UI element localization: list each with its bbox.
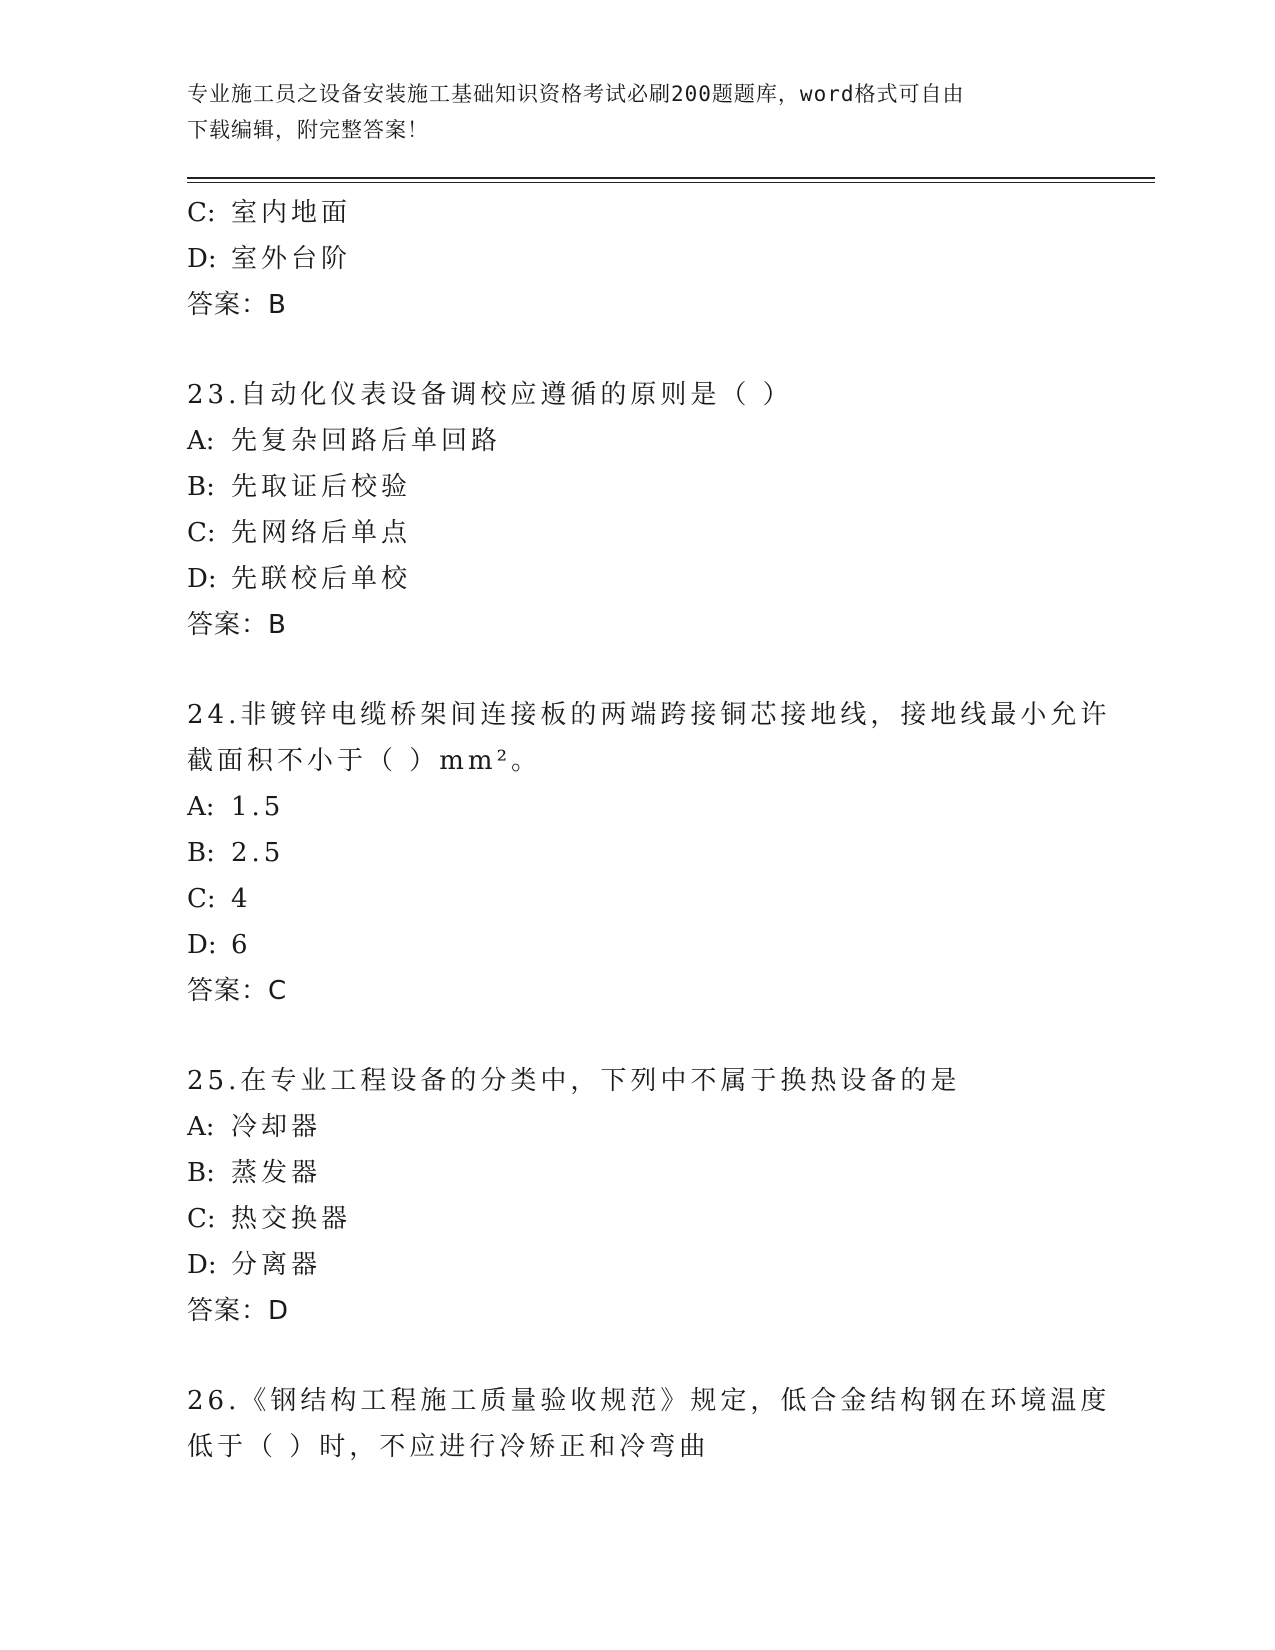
question-stem-line-1: 《钢结构工程施工质量验收规范》规定，低合金结构钢在环境温度 (240, 1386, 1111, 1416)
question-text (187, 372, 1087, 418)
question-text (187, 692, 1111, 738)
option-text: 先复杂回路后单回路 (231, 426, 502, 456)
header-divider-thin (187, 182, 1155, 183)
question-number: 26. (187, 1386, 241, 1416)
answer-line: 答案：C (187, 976, 288, 1006)
question-26 (187, 1378, 1111, 1470)
option-text: 4 (231, 884, 252, 914)
option-text: 先取证后校验 (231, 472, 412, 502)
question-number: 23. (187, 380, 241, 410)
option-text: 冷却器 (231, 1112, 322, 1142)
question-number: 25. (187, 1066, 241, 1096)
header-line-2: 下载编辑，附完整答案！ (187, 118, 429, 142)
question-text (187, 1058, 1087, 1104)
question-list (187, 190, 1111, 1470)
option-label: D: (187, 244, 217, 274)
option-text: 热交换器 (231, 1204, 352, 1234)
option-label: A: (187, 426, 215, 456)
option-label: C: (187, 1204, 216, 1234)
question-number: 24. (187, 700, 241, 730)
question-text (187, 1378, 1111, 1424)
option-text: 1.5 (231, 792, 285, 822)
option-label: C: (187, 198, 216, 228)
option-a (187, 1104, 1087, 1150)
question-23 (187, 372, 1087, 648)
option-c (187, 1196, 1087, 1242)
option-text: 6 (231, 930, 252, 960)
answer-line: 答案：B (187, 290, 287, 320)
document-header (187, 76, 1067, 148)
option-d (187, 556, 1087, 602)
question-fragment (187, 190, 1087, 328)
option-label: D: (187, 1250, 217, 1280)
option-text: 蒸发器 (231, 1158, 322, 1188)
question-stem-line-2: 低于（ ）时，不应进行冷矫正和冷弯曲 (187, 1432, 710, 1462)
option-text: 2.5 (231, 838, 285, 868)
option-text: 室内地面 (231, 198, 352, 228)
option-a (187, 784, 1087, 830)
header-divider-thick (187, 177, 1155, 179)
option-text: 室外台阶 (231, 244, 352, 274)
option-label: C: (187, 518, 216, 548)
question-stem-line-1: 非镀锌电缆桥架间连接板的两端跨接铜芯接地线，接地线最小允许 (240, 700, 1111, 730)
question-stem: 在专业工程设备的分类中，下列中不属于换热设备的是 (240, 1066, 961, 1096)
option-text: 分离器 (231, 1250, 322, 1280)
option-b (187, 830, 1087, 876)
option-c (187, 510, 1087, 556)
option-label: D: (187, 564, 217, 594)
option-d (187, 1242, 1087, 1288)
option-d (187, 236, 1087, 282)
question-stem: 自动化仪表设备调校应遵循的原则是（ ） (240, 380, 793, 410)
question-24 (187, 692, 1111, 1014)
question-stem-line-2: 截面积不小于（ ）mm²。 (187, 746, 541, 776)
option-label: C: (187, 884, 216, 914)
option-label: B: (187, 838, 215, 868)
option-b (187, 464, 1087, 510)
option-text: 先联校后单校 (231, 564, 412, 594)
answer-line: 答案：B (187, 610, 287, 640)
option-c (187, 876, 1087, 922)
question-25 (187, 1058, 1087, 1334)
option-label: B: (187, 1158, 215, 1188)
option-label: B: (187, 472, 215, 502)
option-label: A: (187, 1112, 215, 1142)
option-text: 先网络后单点 (231, 518, 412, 548)
answer-line: 答案：D (187, 1296, 290, 1326)
option-c (187, 190, 1087, 236)
option-a (187, 418, 1087, 464)
option-label: D: (187, 930, 217, 960)
option-b (187, 1150, 1087, 1196)
header-line-1: 专业施工员之设备安装施工基础知识资格考试必刷200题题库，word格式可自由 (187, 82, 965, 106)
option-d (187, 922, 1087, 968)
option-label: A: (187, 792, 215, 822)
